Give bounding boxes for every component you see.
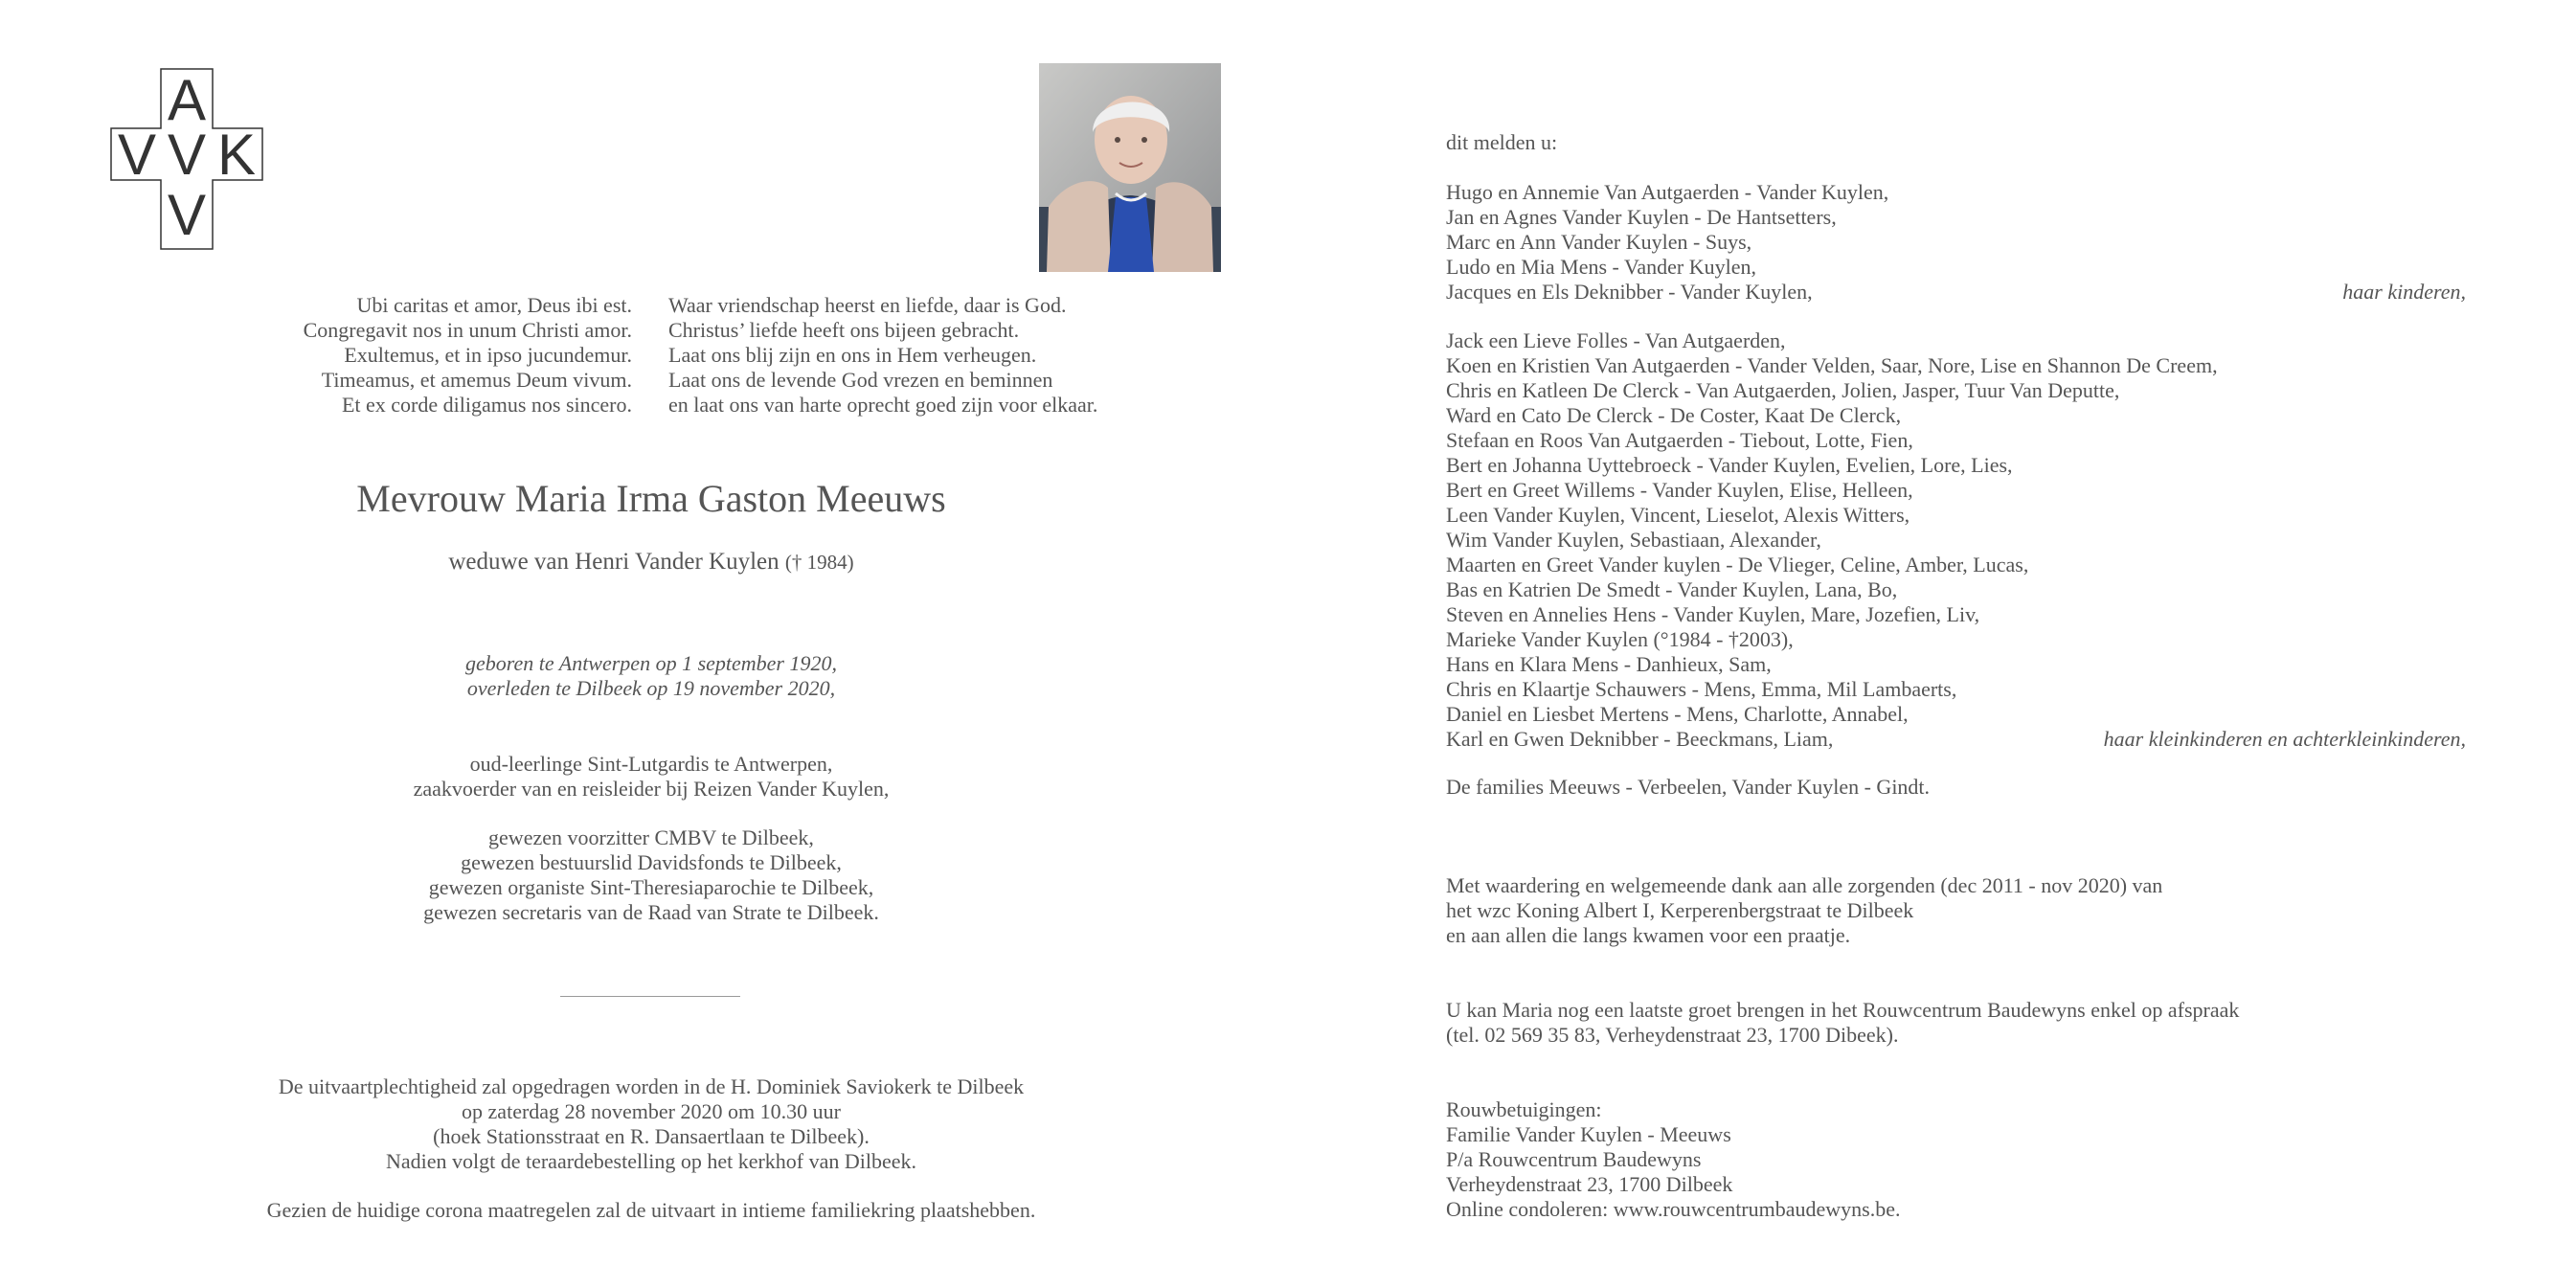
condolences-website[interactable]: Online condoleren: www.rouwcentrumbaudewyns.be. xyxy=(1446,1197,1901,1221)
condolences-line: Familie Vander Kuylen - Meeuws xyxy=(1446,1122,1731,1146)
list-item: Ward en Cato De Clerck - De Coster, Kaat De Clerck, xyxy=(1446,403,1902,427)
latin-hymn-line: Timeamus, et amemus Deum vivum. xyxy=(321,368,632,392)
list-item: Hugo en Annemie Van Autgaerden - Vander Kuylen, xyxy=(1446,180,1889,204)
latin-hymn xyxy=(192,293,632,418)
list-item: Koen en Kristien Van Autgaerden - Vander Velden, Saar, Nore, Lise en Shannon De Creem, xyxy=(1446,353,2218,377)
funeral-line: op zaterdag 28 november 2020 om 10.30 uur xyxy=(462,1099,841,1123)
list-item: Jan en Agnes Vander Kuylen - De Hantsetters, xyxy=(1446,205,1837,229)
list-item: Ludo en Mia Mens - Vander Kuylen, xyxy=(1446,255,1757,279)
funeral-info xyxy=(172,1074,1130,1174)
latin-hymn-line: Ubi caritas et amor, Deus ibi est. xyxy=(356,293,632,317)
grandchildren-list xyxy=(1446,328,2466,752)
dutch-hymn-line: en laat ons van harte oprecht goed zijn voor elkaar. xyxy=(668,393,1098,417)
vvk-cross-logo xyxy=(110,68,263,250)
thanks-line: het wzc Koning Albert I, Kerperenbergstraat te Dilbeek xyxy=(1446,898,1914,922)
biography-functions xyxy=(172,825,1130,925)
list-item: Chris en Katleen De Clerck - Van Autgaerden, Jolien, Jasper, Tuur Van Deputte, xyxy=(1446,378,2120,402)
logo-letter-center: V xyxy=(167,123,207,187)
grandchildren-role-label: haar kleinkinderen en achterkleinkinderen, xyxy=(2103,727,2466,751)
biography-education xyxy=(172,752,1130,802)
logo-letter-right: K xyxy=(216,123,257,187)
thanks-note xyxy=(1446,873,2466,948)
funeral-line: De uitvaartplechtigheid zal opgedragen worden in de H. Dominiek Saviokerk te Dilbeek xyxy=(278,1074,1025,1098)
list-item: Steven en Annelies Hens - Vander Kuylen, Mare, Jozefien, Liv, xyxy=(1446,602,1980,626)
condolences-info xyxy=(1446,1097,2466,1222)
children-role-label: haar kinderen, xyxy=(2342,280,2466,304)
list-item: Daniel en Liesbet Mertens - Mens, Charlotte, Annabel, xyxy=(1446,702,1909,726)
list-item: Jacques en Els Deknibber - Vander Kuylen, xyxy=(1446,280,1813,304)
dutch-hymn-line: Waar vriendschap heerst en liefde, daar is God. xyxy=(668,293,1067,317)
bio-line: gewezen organiste Sint-Theresiaparochie te Dilbeek, xyxy=(428,875,874,899)
bio-line: gewezen bestuurslid Davidsfonds te Dilbeek, xyxy=(461,850,842,874)
death-line: overleden te Dilbeek op 19 november 2020, xyxy=(466,676,836,700)
condolences-line: P/a Rouwcentrum Baudewyns xyxy=(1446,1147,1702,1171)
portrait-photo-icon xyxy=(1039,63,1221,272)
list-item: Stefaan en Roos Van Autgaerden - Tiebout, Lotte, Fien, xyxy=(1446,428,1913,452)
list-item: Maarten en Greet Vander kuylen - De Vlieger, Celine, Amber, Lucas, xyxy=(1446,553,2029,576)
bio-line: oud-leerlinge Sint-Lutgardis te Antwerpen, xyxy=(469,752,833,776)
portrait-photo xyxy=(1039,63,1221,272)
logo-letter-top: A xyxy=(167,68,207,132)
list-item: Marieke Vander Kuylen (°1984 - †2003), xyxy=(1446,627,1794,651)
list-item: Karl en Gwen Deknibber - Beeckmans, Liam, xyxy=(1446,727,1834,751)
visit-line: (tel. 02 569 35 83, Verheydenstraat 23, 1700 Dibeek). xyxy=(1446,1023,1899,1047)
dutch-hymn-line: Laat ons blij zijn en ons in Hem verheugen. xyxy=(668,343,1037,367)
latin-hymn-line: Exultemus, et in ipso jucundemur. xyxy=(344,343,632,367)
funeral-line: Nadien volgt de teraardebestelling op het kerkhof van Dilbeek. xyxy=(385,1149,917,1173)
list-item: Chris en Klaartje Schauwers - Mens, Emma, Mil Lambaerts, xyxy=(1446,677,1957,701)
list-item: Wim Vander Kuylen, Sebastiaan, Alexander, xyxy=(1446,528,1821,552)
logo-letter-bottom: V xyxy=(167,183,207,247)
visit-line: U kan Maria nog een laatste groet brengen in het Rouwcentrum Baudewyns enkel op afspraak xyxy=(1446,998,2240,1022)
bio-line: gewezen secretaris van de Raad van Strate te Dilbeek. xyxy=(423,900,879,924)
list-item: Jack een Lieve Folles - Van Autgaerden, xyxy=(1446,328,1786,352)
announcement-intro: dit melden u: xyxy=(1446,130,1558,154)
list-item: Bas en Katrien De Smedt - Vander Kuylen, Lana, Bo, xyxy=(1446,577,1898,601)
funeral-line: (hoek Stationsstraat en R. Dansaertlaan te Dilbeek). xyxy=(433,1124,870,1148)
list-item: Bert en Johanna Uyttebroeck - Vander Kuylen, Evelien, Lore, Lies, xyxy=(1446,453,2013,477)
bio-line: gewezen voorzitter CMBV te Dilbeek, xyxy=(488,825,814,849)
deceased-name: Mevrouw Maria Irma Gaston Meeuws xyxy=(356,477,946,520)
children-last-row xyxy=(1446,280,2466,305)
families-line: De families Meeuws - Verbeelen, Vander Kuylen - Gindt. xyxy=(1446,775,1931,799)
thanks-line: Met waardering en welgemeende dank aan alle zorgenden (dec 2011 - nov 2020) van xyxy=(1446,873,2163,897)
children-list xyxy=(1446,180,2466,305)
dutch-hymn xyxy=(668,293,1205,418)
thanks-line: en aan allen die langs kwamen voor een praatje. xyxy=(1446,923,1851,947)
latin-hymn-line: Et ex corde diligamus nos sincero. xyxy=(341,393,632,417)
latin-hymn-line: Congregavit nos in unum Christi amor. xyxy=(303,318,632,342)
widow-death-year: († 1984) xyxy=(784,551,854,574)
divider xyxy=(560,996,740,997)
logo-letter-left: V xyxy=(117,123,157,187)
birth-death-dates xyxy=(172,651,1130,701)
corona-notice: Gezien de huidige corona maatregelen zal de uitvaart in intieme familiekring plaatshebben. xyxy=(266,1198,1036,1222)
list-item: Hans en Klara Mens - Danhieux, Sam, xyxy=(1446,652,1772,676)
bio-line: zaakvoerder van en reisleider bij Reizen Vander Kuylen, xyxy=(413,777,890,801)
list-item: Leen Vander Kuylen, Vincent, Lieselot, Alexis Witters, xyxy=(1446,503,1910,527)
visit-info xyxy=(1446,998,2466,1048)
dutch-hymn-line: Laat ons de levende God vrezen en beminnen xyxy=(668,368,1053,392)
widow-of-text: weduwe van Henri Vander Kuylen xyxy=(448,549,780,575)
grandchildren-last-row xyxy=(1446,727,2466,752)
dutch-hymn-line: Christus’ liefde heeft ons bijeen gebracht. xyxy=(668,318,1020,342)
widow-of xyxy=(172,546,1130,578)
birth-line: geboren te Antwerpen op 1 september 1920, xyxy=(465,651,837,675)
condolences-line: Verheydenstraat 23, 1700 Dilbeek xyxy=(1446,1172,1733,1196)
list-item: Bert en Greet Willems - Vander Kuylen, Elise, Helleen, xyxy=(1446,478,1913,502)
list-item: Marc en Ann Vander Kuylen - Suys, xyxy=(1446,230,1752,254)
condolences-heading: Rouwbetuigingen: xyxy=(1446,1097,1602,1121)
